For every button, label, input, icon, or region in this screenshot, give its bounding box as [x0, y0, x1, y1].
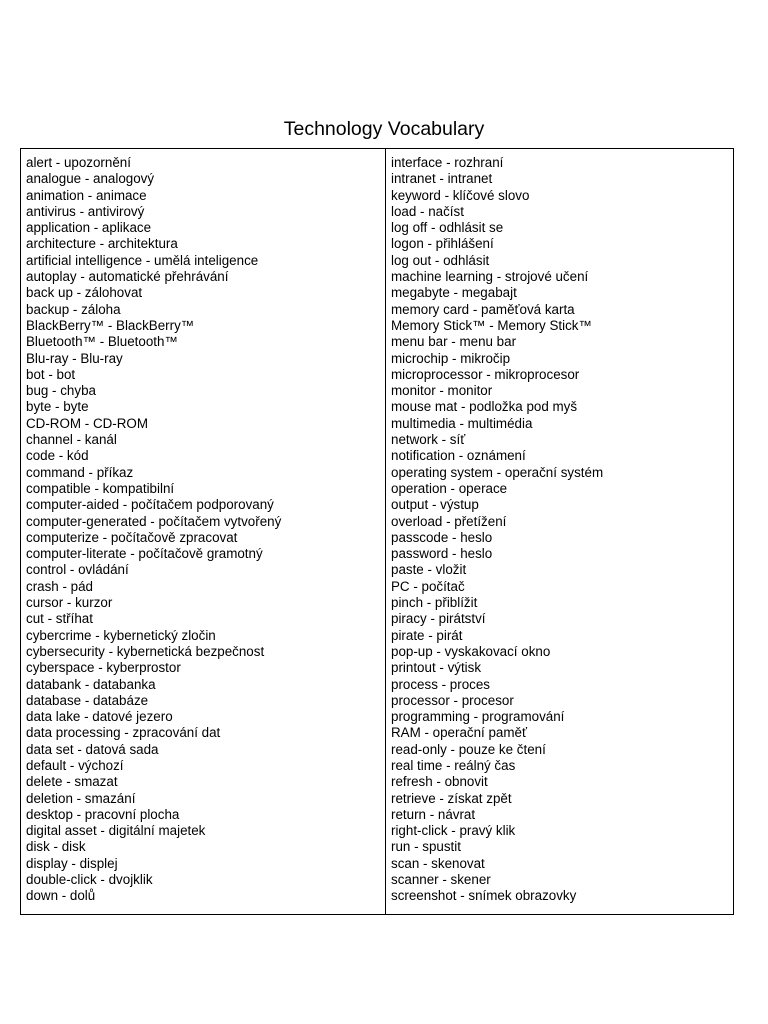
vocabulary-entry: menu bar - menu bar: [391, 334, 517, 350]
vocabulary-entry: megabyte - megabajt: [391, 285, 517, 301]
vocabulary-entry: password - heslo: [391, 546, 493, 562]
vocabulary-entry: deletion - smazání: [26, 790, 136, 806]
vocabulary-entry: data processing - zpracování dat: [26, 725, 221, 741]
vocabulary-table: [20, 148, 734, 915]
vocabulary-entry: byte - byte: [26, 399, 89, 415]
vocabulary-entry: run - spustit: [391, 839, 461, 855]
vocabulary-entry: keyword - klíčové slovo: [391, 187, 530, 203]
vocabulary-entry: overload - přetížení: [391, 513, 507, 529]
vocabulary-entry: interface - rozhraní: [391, 155, 504, 170]
vocabulary-entry: right-click - pravý klik: [391, 823, 516, 839]
vocabulary-entry: default - výchozí: [26, 757, 124, 773]
vocabulary-entry: RAM - operační paměť: [391, 725, 528, 741]
vocabulary-entry: computer-generated - počítačem vytvořený: [26, 513, 282, 529]
vocabulary-column-right: [386, 149, 733, 914]
vocabulary-entry: bug - chyba: [26, 383, 96, 399]
vocabulary-entry: artificial intelligence - umělá inteligence: [26, 252, 259, 268]
page-title: Technology Vocabulary: [283, 118, 485, 140]
vocabulary-entry: bot - bot: [26, 366, 76, 382]
vocabulary-entry: read-only - pouze ke čtení: [391, 741, 546, 757]
vocabulary-entry: notification - oznámení: [391, 448, 526, 464]
vocabulary-entry: cybersecurity - kybernetická bezpečnost: [26, 643, 265, 659]
vocabulary-entry: load - načíst: [391, 203, 464, 219]
vocabulary-entry: down - dolů: [26, 888, 96, 904]
vocabulary-entry: analogue - analogový: [26, 171, 155, 187]
vocabulary-entry: cut - stříhat: [26, 611, 93, 627]
vocabulary-entry: output - výstup: [391, 497, 479, 513]
vocabulary-entry: alert - upozornění: [26, 155, 131, 170]
vocabulary-entry: data lake - datové jezero: [26, 709, 173, 725]
vocabulary-entry: mouse mat - podložka pod myš: [391, 399, 578, 415]
vocabulary-entry: log off - odhlásit se: [391, 220, 504, 236]
vocabulary-entry: pinch - přiblížit: [391, 595, 478, 611]
vocabulary-entry: cursor - kurzor: [26, 595, 113, 611]
vocabulary-entry: desktop - pracovní plocha: [26, 806, 180, 822]
vocabulary-entry: CD-ROM - CD-ROM: [26, 415, 148, 431]
vocabulary-entry: computer-literate - počítačově gramotný: [26, 546, 263, 562]
vocabulary-entry: data set - datová sada: [26, 741, 159, 757]
vocabulary-entry: delete - smazat: [26, 774, 118, 790]
vocabulary-entry: animation - animace: [26, 187, 147, 203]
vocabulary-entry: compatible - kompatibilní: [26, 480, 175, 496]
vocabulary-entry: network - síť: [391, 432, 466, 448]
vocabulary-entry: operation - operace: [391, 480, 508, 496]
vocabulary-entry: pirate - pirát: [391, 627, 463, 643]
vocabulary-entry: return - návrat: [391, 806, 476, 822]
vocabulary-entry: backup - záloha: [26, 301, 121, 317]
vocabulary-entry: cybercrime - kybernetický zločin: [26, 627, 216, 643]
vocabulary-entry: scanner - skener: [391, 872, 491, 888]
vocabulary-entry: multimedia - multimédia: [391, 415, 533, 431]
vocabulary-entry: cyberspace - kyberprostor: [26, 660, 181, 676]
vocabulary-entry: machine learning - strojové učení: [391, 269, 589, 285]
vocabulary-entry: piracy - pirátství: [391, 611, 486, 627]
vocabulary-entry: disk - disk: [26, 839, 86, 855]
vocabulary-entry: digital asset - digitální majetek: [26, 823, 206, 839]
vocabulary-entry: microprocessor - mikroprocesor: [391, 366, 580, 382]
vocabulary-entry: database - databáze: [26, 692, 149, 708]
vocabulary-entry: paste - vložit: [391, 562, 467, 578]
vocabulary-entry: application - aplikace: [26, 220, 152, 236]
vocabulary-entry: printout - výtisk: [391, 660, 482, 676]
vocabulary-entry: processor - procesor: [391, 692, 514, 708]
vocabulary-entry: refresh - obnovit: [391, 774, 488, 790]
vocabulary-entry: scan - skenovat: [391, 855, 485, 871]
vocabulary-entry: programming - programování: [391, 709, 565, 725]
vocabulary-entry: passcode - heslo: [391, 529, 493, 545]
vocabulary-entry: databank - databanka: [26, 676, 156, 692]
vocabulary-entry: computer-aided - počítačem podporovaný: [26, 497, 274, 513]
vocabulary-entry: BlackBerry™ - BlackBerry™: [26, 317, 195, 333]
vocabulary-entry: autoplay - automatické přehrávání: [26, 269, 229, 285]
vocabulary-entry: memory card - paměťová karta: [391, 301, 575, 317]
vocabulary-entry: intranet - intranet: [391, 171, 493, 187]
vocabulary-entry: double-click - dvojklik: [26, 872, 153, 888]
vocabulary-entry: display - displej: [26, 855, 118, 871]
vocabulary-entry: pop-up - vyskakovací okno: [391, 643, 551, 659]
vocabulary-entry: architecture - architektura: [26, 236, 178, 252]
vocabulary-entry: control - ovládání: [26, 562, 129, 578]
vocabulary-entry: Bluetooth™ - Bluetooth™: [26, 334, 178, 350]
vocabulary-entry: retrieve - získat zpět: [391, 790, 512, 806]
vocabulary-entry: PC - počítač: [391, 578, 465, 594]
vocabulary-entry: log out - odhlásit: [391, 252, 490, 268]
vocabulary-entry: antivirus - antivirový: [26, 203, 145, 219]
vocabulary-entry: channel - kanál: [26, 432, 117, 448]
vocabulary-entry: process - proces: [391, 676, 490, 692]
vocabulary-entry: screenshot - snímek obrazovky: [391, 888, 577, 904]
vocabulary-entry: real time - reálný čas: [391, 757, 516, 773]
vocabulary-entry: Memory Stick™ - Memory Stick™: [391, 317, 592, 333]
vocabulary-entry: back up - zálohovat: [26, 285, 143, 301]
vocabulary-entry: Blu-ray - Blu-ray: [26, 350, 123, 366]
vocabulary-entry: command - příkaz: [26, 464, 134, 480]
vocabulary-entry: computerize - počítačově zpracovat: [26, 529, 238, 545]
vocabulary-column-left: [21, 149, 386, 914]
vocabulary-entry: logon - přihlášení: [391, 236, 494, 252]
vocabulary-entry: microchip - mikročip: [391, 350, 511, 366]
vocabulary-entry: crash - pád: [26, 578, 93, 594]
vocabulary-entry: operating system - operační systém: [391, 464, 604, 480]
vocabulary-entry: monitor - monitor: [391, 383, 493, 399]
vocabulary-entry: code - kód: [26, 448, 89, 464]
